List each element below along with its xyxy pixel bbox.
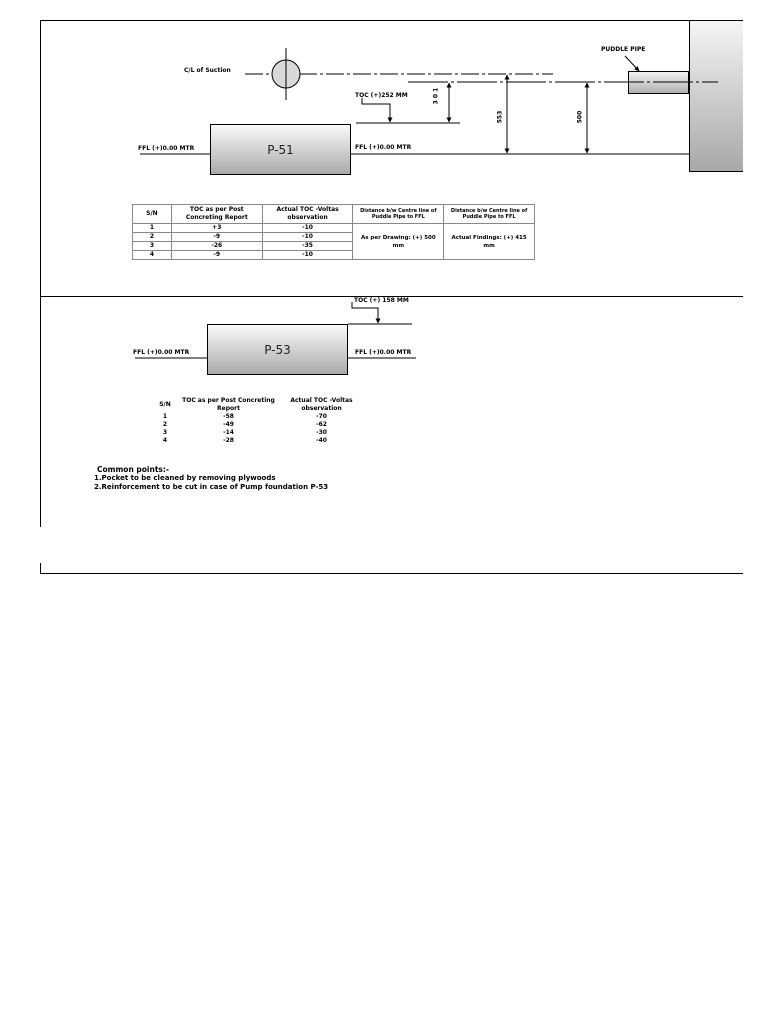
row2-toc-actual: -62 — [316, 421, 327, 428]
p51-pump-label: P-51 — [267, 142, 294, 157]
table-row — [148, 429, 368, 437]
p51-ffl-right-label: FFL (+)0.00 MTR — [355, 144, 412, 151]
dim-500-label: 500 — [576, 110, 584, 124]
suction-label: C/L of Suction — [184, 67, 231, 74]
dim-301-label: 3 0 1 — [432, 87, 440, 105]
puddle-pipe-leader — [625, 56, 639, 71]
p53-toc-leader — [352, 302, 378, 323]
header-distance-drawing: Distance b/w Centre line of Puddle Pipe to FFL — [353, 205, 444, 224]
row2-toc-report: -9 — [171, 233, 262, 242]
row4-toc-report: -9 — [171, 251, 262, 260]
row2-sn: 2 — [133, 233, 172, 242]
row4-sn: 4 — [162, 437, 168, 444]
p51-toc-leader — [362, 98, 390, 122]
row2-sn: 2 — [162, 421, 168, 428]
table-header-row — [148, 397, 368, 413]
p53-ffl-left-label: FFL (+)0.00 MTR — [133, 349, 190, 356]
row1-toc-report: -58 — [223, 413, 234, 420]
note-item-2: 2.Reinforcement to be cut in case of Pump foundation P-53 — [94, 483, 329, 491]
row4-toc-report: -28 — [223, 437, 234, 444]
p51-ffl-left-label: FFL (+)0.00 MTR — [138, 145, 195, 152]
row3-toc-actual: -30 — [316, 429, 327, 436]
row3-toc-actual: -35 — [262, 242, 353, 251]
p53-ffl-right-label: FFL (+)0.00 MTR — [355, 349, 412, 356]
merged-drawing-cell: As per Drawing: (+) 500 mm — [353, 224, 444, 260]
table-row — [148, 421, 368, 429]
p53-toc-label: TOC (+) 158 MM — [354, 297, 409, 304]
table-row — [148, 437, 368, 445]
row3-toc-report: -14 — [223, 429, 234, 436]
row1-sn: 1 — [133, 224, 172, 233]
row3-sn: 3 — [133, 242, 172, 251]
p51-toc-label: TOC (+)252 MM — [355, 92, 408, 99]
row3-toc-report: -26 — [171, 242, 262, 251]
row1-toc-actual: -70 — [316, 413, 327, 420]
merged-actual-cell: Actual Findings: (+) 415 mm — [444, 224, 535, 260]
row3-sn: 3 — [162, 429, 168, 436]
header-toc-actual: Actual TOC -Voltas observation — [290, 397, 353, 412]
row2-toc-actual: -10 — [262, 233, 353, 242]
header-sn: S/N — [133, 205, 172, 224]
table-row — [148, 413, 368, 421]
header-sn: S/N — [159, 401, 171, 408]
table-header-row — [133, 205, 535, 224]
frame-bottom-line — [40, 573, 743, 574]
p53-toc-table — [148, 397, 368, 445]
row4-toc-actual: -10 — [262, 251, 353, 260]
row1-toc-report: +3 — [171, 224, 262, 233]
header-toc-report: TOC as per Post Concreting Report — [171, 205, 262, 224]
row4-sn: 4 — [133, 251, 172, 260]
row4-toc-actual: -40 — [316, 437, 327, 444]
header-distance-actual: Distance b/w Centre line of Puddle Pipe to FFL — [444, 205, 535, 224]
common-points-notes — [94, 465, 328, 492]
row1-toc-actual: -10 — [262, 224, 353, 233]
notes-heading: Common points:- — [97, 465, 169, 474]
puddle-pipe-label: PUDDLE PIPE — [601, 46, 646, 53]
dim-553-label: 553 — [496, 110, 504, 124]
table-row — [133, 224, 535, 233]
p53-drawing-lines — [0, 296, 768, 386]
p51-toc-table — [132, 204, 535, 260]
header-toc-report: TOC as per Post Concreting Report — [182, 397, 275, 412]
header-toc-actual: Actual TOC -Voltas observation — [262, 205, 353, 224]
note-item-1: 1.Pocket to be cleaned by removing plywoods — [94, 474, 276, 482]
p53-pump-label: P-53 — [264, 342, 291, 357]
row1-sn: 1 — [162, 413, 168, 420]
row2-toc-report: -49 — [223, 421, 234, 428]
